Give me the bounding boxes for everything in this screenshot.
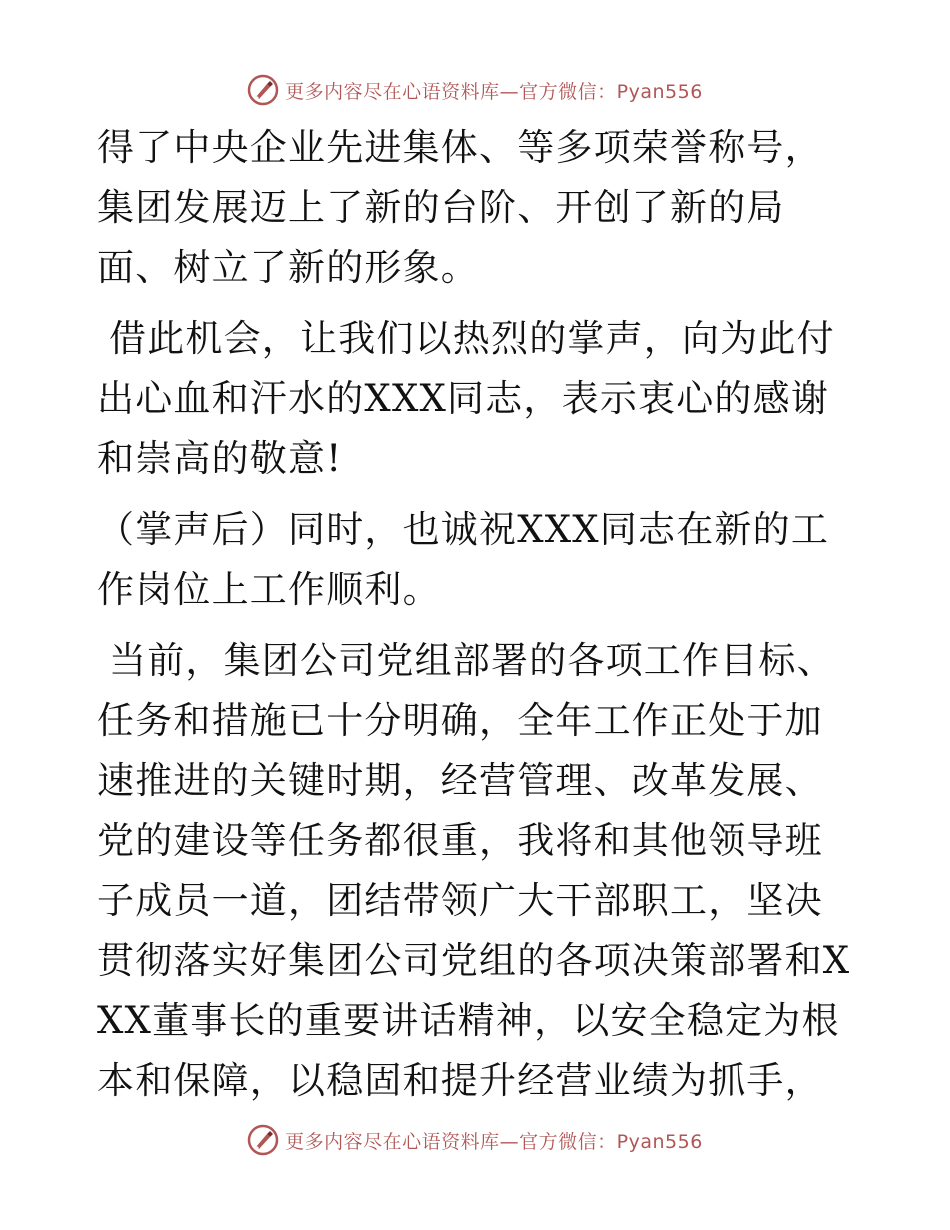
header-watermark <box>0 72 950 108</box>
watermark-text: 更多内容尽在心语资料库—官方微信：Pyan556 <box>285 1130 703 1153</box>
paragraph-2-text: 借此机会，让我们以热烈的掌声，向为此付出心血和汗水的XXX同志，表示衷心的感谢和崇高的敬意! <box>97 317 835 480</box>
paragraph-1: 得了中央企业先进集体、等多项荣誉称号，集团发展迈上了新的台阶、开创了新的局面、树立了新的形象。 <box>97 126 823 289</box>
paragraph-2 <box>97 309 857 489</box>
watermark-text: 更多内容尽在心语资料库—官方微信：Pyan556 <box>285 80 703 103</box>
paragraph-4-text: 当前，集团公司党组部署的各项工作目标、任务和措施已十分明确，全年工作正处于加速推进的关键时期，经营管理、改革发展、党的建设等任务都很重，我将和其他领导班子成员一道，团结带领广大干部职工，坚决贯彻落实好集团公司党组的各项决策部署和XXX董事长的重要讲话精神，以安全稳定为根本和保障，以稳固和提升经营业绩为抓手， <box>97 639 851 1102</box>
pen-logo-icon <box>247 1124 279 1156</box>
paragraph-4 <box>97 631 857 1111</box>
pen-logo-icon <box>247 74 279 106</box>
document-body <box>97 118 857 1122</box>
paragraph-3: （掌声后）同时，也诚祝XXX同志在新的工作岗位上工作顺利。 <box>97 508 830 611</box>
footer-watermark <box>0 1122 950 1158</box>
